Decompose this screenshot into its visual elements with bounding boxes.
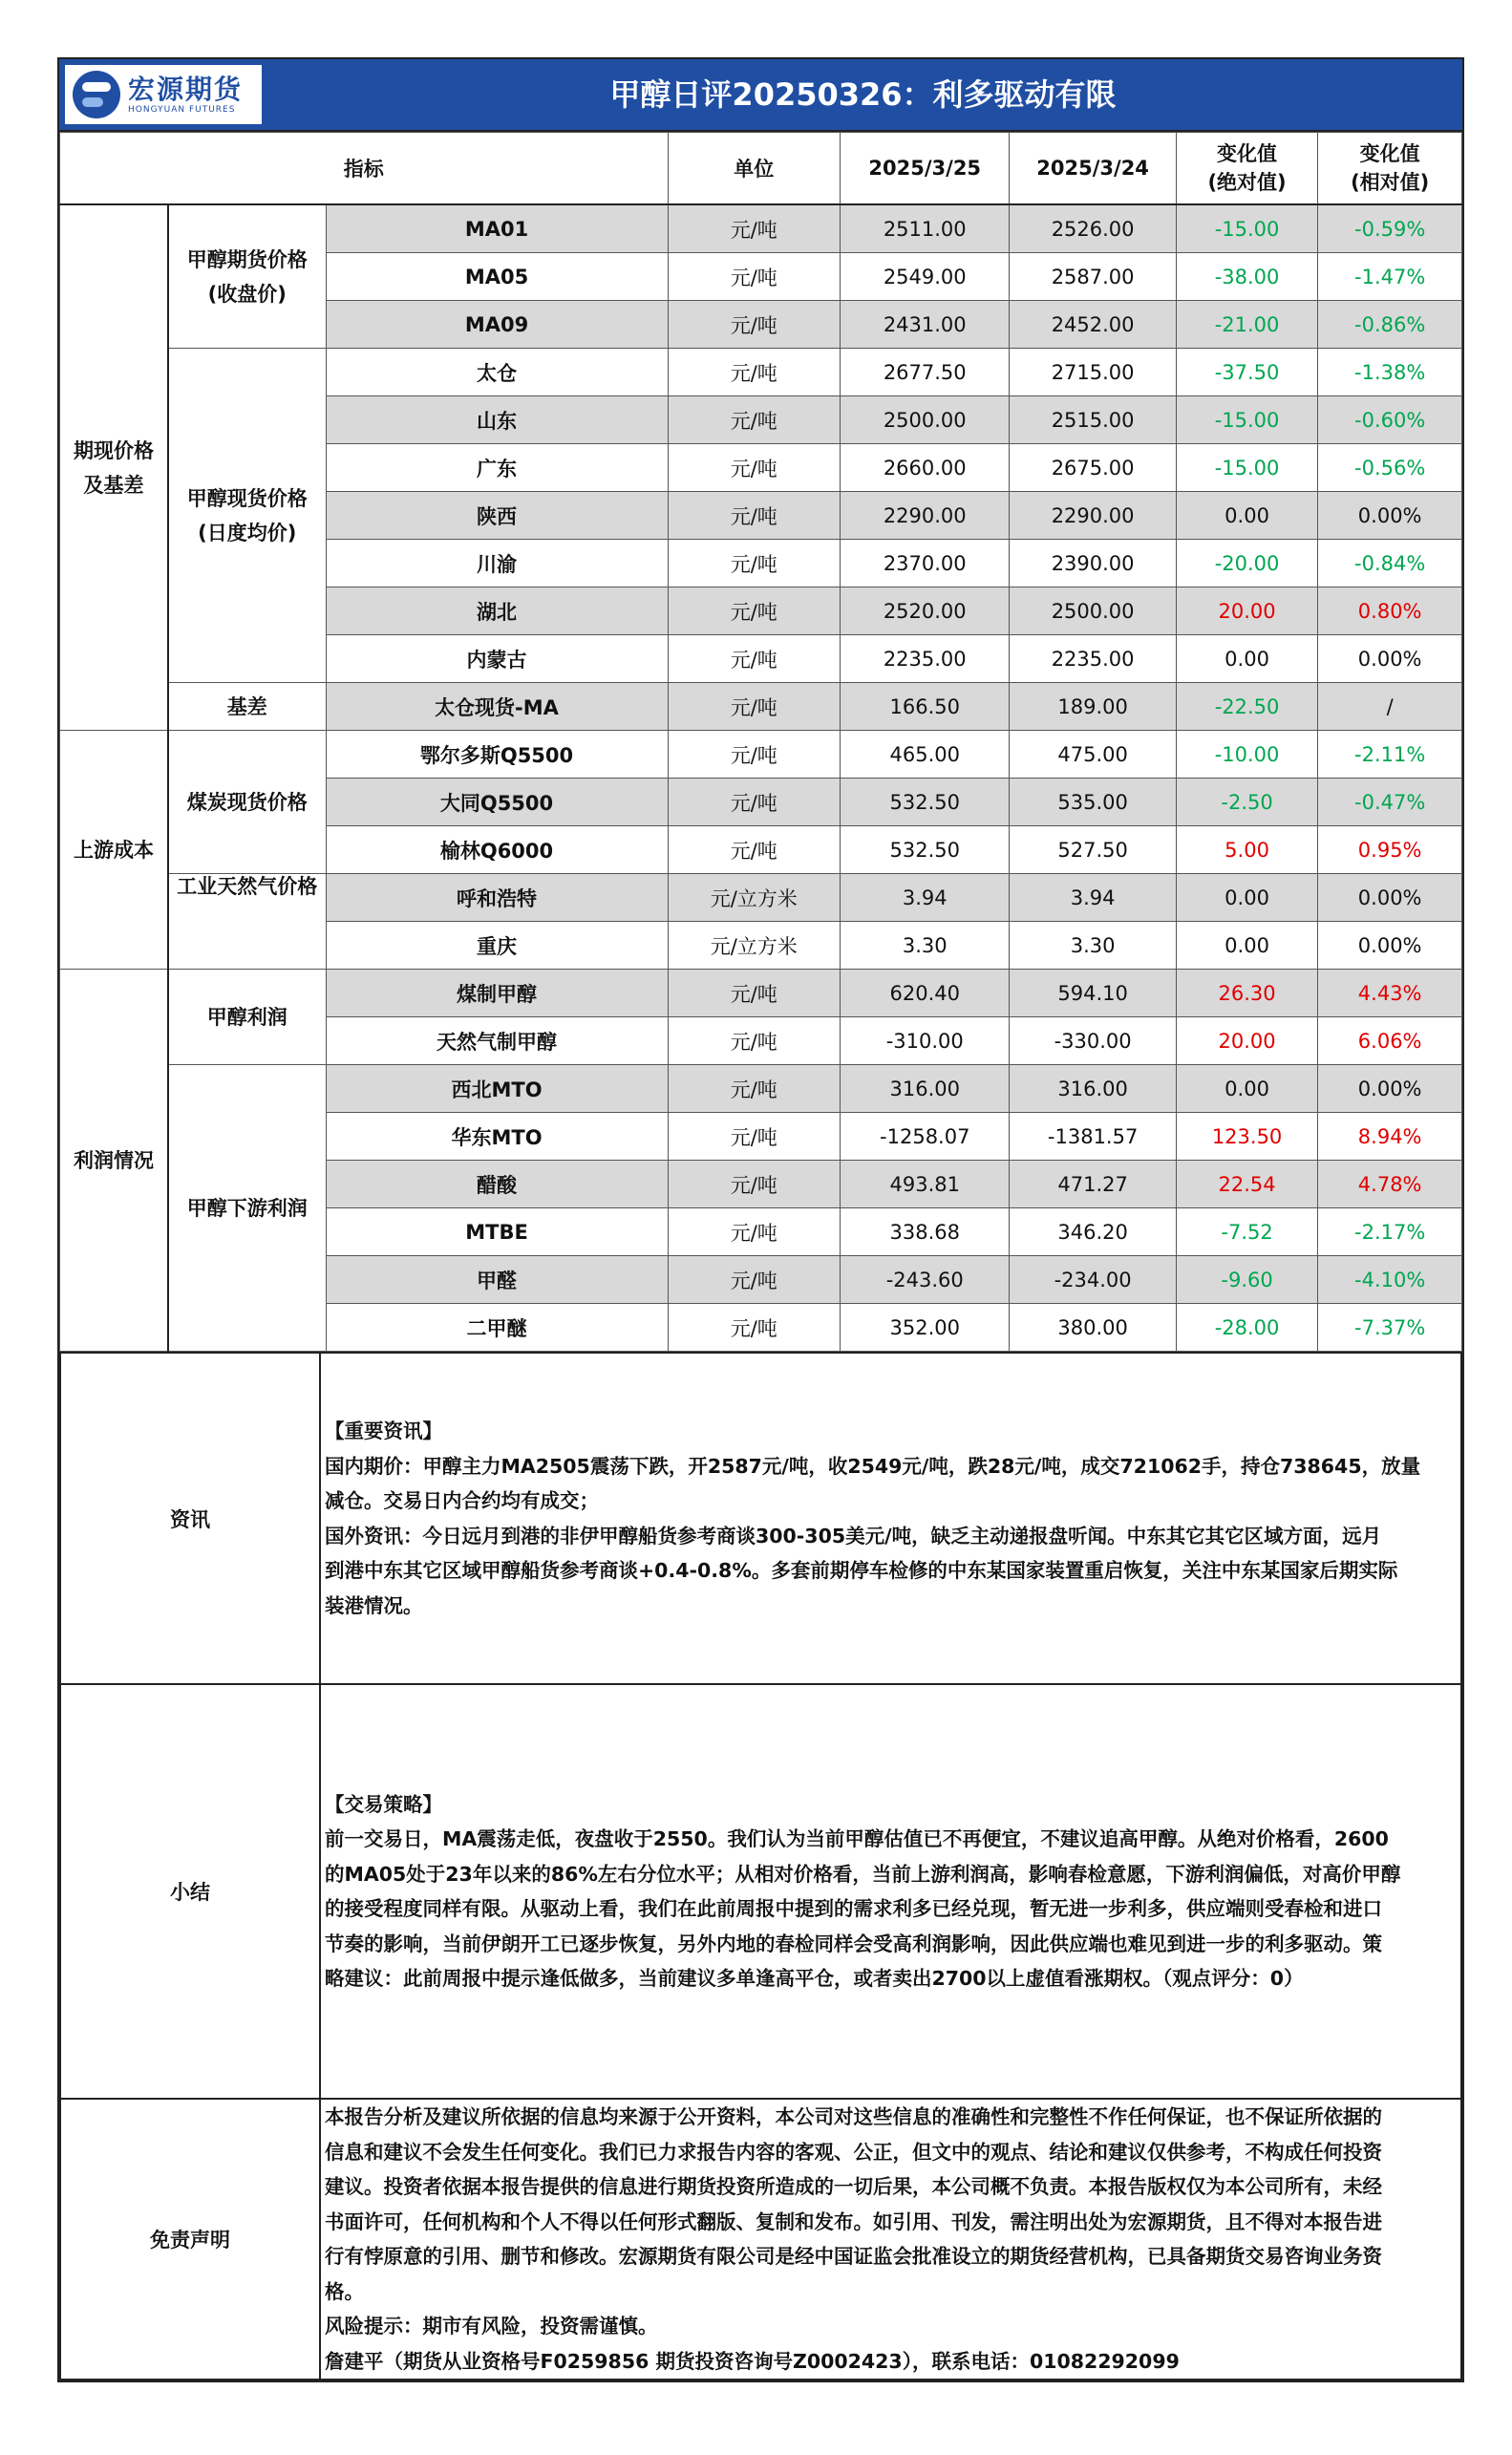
- subcategory-basis: 基差: [168, 683, 326, 731]
- summary-line: 的MA05处于23年以来的86%左右分位水平；从相对价格看，当前上游利润高，影响春检意愿，下游利润偏低，对高价甲醇: [325, 1862, 1401, 1886]
- header-change-abs: 变化值 (绝对值): [1176, 133, 1318, 205]
- subcategory-downstream: 甲醇下游利润: [168, 1065, 326, 1352]
- change-abs: 0.00: [1176, 492, 1318, 540]
- change-rel: 0.00%: [1318, 492, 1462, 540]
- change-abs: -37.50: [1176, 349, 1318, 396]
- disclaimer-line: 本报告分析及建议所依据的信息均来源于公开资料，本公司对这些信息的准确性和完整性不作任何保证，也不保证所依据的: [325, 2105, 1382, 2128]
- news-label: 资讯: [60, 1353, 320, 1684]
- unit-cell: 元/立方米: [668, 874, 841, 922]
- unit-cell: 元/吨: [668, 635, 841, 683]
- unit-cell: 元/吨: [668, 492, 841, 540]
- unit-cell: 元/吨: [668, 1065, 841, 1113]
- change-abs: -28.00: [1176, 1304, 1318, 1352]
- unit-cell: 元/吨: [668, 826, 841, 874]
- header-date2: 2025/3/24: [1010, 133, 1176, 205]
- value-date2: 594.10: [1010, 970, 1176, 1017]
- table-row: [60, 204, 1462, 253]
- change-rel: -7.37%: [1318, 1304, 1462, 1352]
- change-rel: 8.94%: [1318, 1113, 1462, 1161]
- header-date1: 2025/3/25: [841, 133, 1010, 205]
- value-date2: 2526.00: [1010, 204, 1176, 253]
- value-date2: 2587.00: [1010, 253, 1176, 301]
- change-rel: 0.00%: [1318, 1065, 1462, 1113]
- value-date1: 620.40: [841, 970, 1010, 1017]
- value-date2: -234.00: [1010, 1256, 1176, 1304]
- unit-cell: 元/立方米: [668, 922, 841, 970]
- news-heading: 【重要资讯】: [325, 1420, 442, 1442]
- change-abs: 0.00: [1176, 874, 1318, 922]
- change-rel: -0.56%: [1318, 444, 1462, 492]
- change-rel: -1.47%: [1318, 253, 1462, 301]
- value-date1: 2370.00: [841, 540, 1010, 587]
- report-title: 甲醇日评20250326：利多驱动有限: [609, 76, 1117, 113]
- unit-cell: 元/吨: [668, 349, 841, 396]
- unit-cell: 元/吨: [668, 1113, 841, 1161]
- value-date1: 2235.00: [841, 635, 1010, 683]
- header-unit: 单位: [668, 133, 841, 205]
- indicator-name: 太仓: [326, 349, 668, 396]
- indicator-name: 湖北: [326, 587, 668, 635]
- change-abs: -9.60: [1176, 1256, 1318, 1304]
- disclaimer-label: 免责声明: [60, 2099, 320, 2380]
- change-rel: 0.00%: [1318, 635, 1462, 683]
- subcategory-gas: 工业天然气价格: [168, 874, 326, 970]
- indicator-name: MTBE: [326, 1208, 668, 1256]
- value-date1: 3.30: [841, 922, 1010, 970]
- value-date2: 3.30: [1010, 922, 1176, 970]
- value-date1: 2511.00: [841, 204, 1010, 253]
- change-rel: /: [1318, 683, 1462, 731]
- category-label: 利润情况: [60, 970, 168, 1352]
- value-date1: 532.50: [841, 779, 1010, 826]
- disclaimer-line: 风险提示：期市有风险，投资需谨慎。: [325, 2315, 658, 2338]
- value-date1: 338.68: [841, 1208, 1010, 1256]
- change-rel: -1.38%: [1318, 349, 1462, 396]
- indicator-name: 醋酸: [326, 1161, 668, 1208]
- change-abs: 20.00: [1176, 1017, 1318, 1065]
- summary-line: 的接受程度同样有限。从驱动上看，我们在此前周报中提到的需求利多已经兑现，暂无进一步利多，供应端则受春检和进口: [325, 1897, 1382, 1920]
- summary-row: [60, 1684, 1461, 2099]
- value-date1: -243.60: [841, 1256, 1010, 1304]
- indicator-name: 榆林Q6000: [326, 826, 668, 874]
- logo-name: 宏源期货: [128, 74, 244, 105]
- change-rel: 0.00%: [1318, 874, 1462, 922]
- value-date1: 2520.00: [841, 587, 1010, 635]
- value-date1: 316.00: [841, 1065, 1010, 1113]
- value-date2: 527.50: [1010, 826, 1176, 874]
- indicator-name: 甲醛: [326, 1256, 668, 1304]
- news-content: [320, 1353, 1461, 1684]
- table-row: [60, 349, 1462, 396]
- subcategory-futures: 甲醇期货价格 (收盘价): [168, 204, 326, 349]
- change-abs: -21.00: [1176, 301, 1318, 349]
- indicator-name: 内蒙古: [326, 635, 668, 683]
- company-logo: [65, 65, 262, 124]
- indicator-name: 天然气制甲醇: [326, 1017, 668, 1065]
- change-abs: 22.54: [1176, 1161, 1318, 1208]
- unit-cell: 元/吨: [668, 970, 841, 1017]
- subcategory-coal: 煤炭现货价格: [168, 731, 326, 874]
- indicator-name: 煤制甲醇: [326, 970, 668, 1017]
- unit-cell: 元/吨: [668, 540, 841, 587]
- summary-line: 略建议：此前周报中提示逢低做多，当前建议多单逢高平仓，或者卖出2700以上虚值看涨期权。（观点评分：0）: [325, 1967, 1304, 1990]
- change-abs: 123.50: [1176, 1113, 1318, 1161]
- indicator-name: 广东: [326, 444, 668, 492]
- summary-line: 节奏的影响，当前伊朗开工已逐步恢复，另外内地的春检同样会受高利润影响，因此供应端也难见到进一步的利多驱动。策: [325, 1932, 1382, 1955]
- report-sheet: [57, 57, 1464, 2382]
- unit-cell: 元/吨: [668, 1017, 841, 1065]
- title-bar: [59, 59, 1462, 132]
- value-date2: 2235.00: [1010, 635, 1176, 683]
- change-abs: -15.00: [1176, 444, 1318, 492]
- change-abs: 5.00: [1176, 826, 1318, 874]
- value-date1: 493.81: [841, 1161, 1010, 1208]
- value-date1: 2500.00: [841, 396, 1010, 444]
- value-date1: -1258.07: [841, 1113, 1010, 1161]
- value-date2: 2715.00: [1010, 349, 1176, 396]
- unit-cell: 元/吨: [668, 396, 841, 444]
- change-abs: -15.00: [1176, 204, 1318, 253]
- change-abs: -22.50: [1176, 683, 1318, 731]
- change-rel: -0.60%: [1318, 396, 1462, 444]
- value-date2: -1381.57: [1010, 1113, 1176, 1161]
- value-date2: 2500.00: [1010, 587, 1176, 635]
- summary-content: [320, 1684, 1461, 2099]
- change-rel: -2.11%: [1318, 731, 1462, 779]
- change-abs: -15.00: [1176, 396, 1318, 444]
- value-date1: 2290.00: [841, 492, 1010, 540]
- category-label: 上游成本: [60, 731, 168, 970]
- change-rel: 4.78%: [1318, 1161, 1462, 1208]
- change-rel: 4.43%: [1318, 970, 1462, 1017]
- change-rel: -4.10%: [1318, 1256, 1462, 1304]
- table-row: [60, 1065, 1462, 1113]
- news-line: 装港情况。: [325, 1593, 423, 1617]
- value-date1: 2660.00: [841, 444, 1010, 492]
- value-date2: 316.00: [1010, 1065, 1176, 1113]
- table-header-row: [60, 133, 1462, 205]
- table-row: [60, 970, 1462, 1017]
- unit-cell: 元/吨: [668, 444, 841, 492]
- news-line: 国内期价：甲醇主力MA2505震荡下跌，开2587元/吨，收2549元/吨，跌28元/吨，成交721062手，持仓738645，放量: [325, 1454, 1421, 1478]
- disclaimer-line: 建议。投资者依据本报告提供的信息进行期货投资所造成的一切后果，本公司概不负责。本报告版权仅为本公司所有，未经: [325, 2175, 1382, 2198]
- change-abs: 0.00: [1176, 922, 1318, 970]
- unit-cell: 元/吨: [668, 683, 841, 731]
- change-abs: -2.50: [1176, 779, 1318, 826]
- value-date1: 532.50: [841, 826, 1010, 874]
- news-line: 减仓。交易日内合约均有成交；: [325, 1489, 599, 1512]
- unit-cell: 元/吨: [668, 587, 841, 635]
- summary-label: 小结: [60, 1684, 320, 2099]
- value-date1: -310.00: [841, 1017, 1010, 1065]
- change-rel: -0.86%: [1318, 301, 1462, 349]
- indicator-name: 陕西: [326, 492, 668, 540]
- indicator-name: 呼和浩特: [326, 874, 668, 922]
- value-date2: 2515.00: [1010, 396, 1176, 444]
- disclaimer-line: 书面许可，任何机构和个人不得以任何形式翻版、复制和发布。如引用、刊发，需注明出处为宏源期货，且不得对本报告进: [325, 2210, 1382, 2233]
- disclaimer-line: 詹建平（期货从业资格号F0259856 期货投资咨询号Z0002423），联系电话：01082292099: [325, 2349, 1180, 2373]
- indicator-name: MA05: [326, 253, 668, 301]
- value-date1: 3.94: [841, 874, 1010, 922]
- subcategory-spot: 甲醇现货价格 (日度均价): [168, 349, 326, 683]
- indicator-name: 川渝: [326, 540, 668, 587]
- indicator-name: 西北MTO: [326, 1065, 668, 1113]
- value-date2: 346.20: [1010, 1208, 1176, 1256]
- change-rel: 6.06%: [1318, 1017, 1462, 1065]
- logo-icon: [73, 71, 120, 118]
- value-date1: 166.50: [841, 683, 1010, 731]
- unit-cell: 元/吨: [668, 1304, 841, 1352]
- change-rel: -0.84%: [1318, 540, 1462, 587]
- change-rel: 0.00%: [1318, 922, 1462, 970]
- unit-cell: 元/吨: [668, 204, 841, 253]
- change-rel: -0.59%: [1318, 204, 1462, 253]
- value-date1: 2431.00: [841, 301, 1010, 349]
- change-abs: 0.00: [1176, 1065, 1318, 1113]
- table-row: [60, 683, 1462, 731]
- value-date2: 2390.00: [1010, 540, 1176, 587]
- header-indicator: 指标: [60, 133, 669, 205]
- subcategory-profit: 甲醇利润: [168, 970, 326, 1065]
- indicator-name: MA09: [326, 301, 668, 349]
- unit-cell: 元/吨: [668, 1208, 841, 1256]
- change-rel: -2.17%: [1318, 1208, 1462, 1256]
- value-date2: 2452.00: [1010, 301, 1176, 349]
- unit-cell: 元/吨: [668, 253, 841, 301]
- value-date2: 189.00: [1010, 683, 1176, 731]
- summary-line: 前一交易日，MA震荡走低，夜盘收于2550。我们认为当前甲醇估值已不再便宜，不建议追高甲醇。从绝对价格看，2600: [325, 1827, 1389, 1850]
- news-line: 到港中东其它区域甲醇船货参考商谈+0.4-0.8%。多套前期停车检修的中东某国家装置重启恢复，关注中东某国家后期实际: [325, 1559, 1398, 1582]
- price-table: [59, 132, 1462, 1352]
- indicator-name: MA01: [326, 204, 668, 253]
- value-date1: 2549.00: [841, 253, 1010, 301]
- unit-cell: 元/吨: [668, 301, 841, 349]
- value-date2: 3.94: [1010, 874, 1176, 922]
- change-abs: 0.00: [1176, 635, 1318, 683]
- change-abs: -20.00: [1176, 540, 1318, 587]
- value-date2: 2290.00: [1010, 492, 1176, 540]
- change-abs: -38.00: [1176, 253, 1318, 301]
- disclaimer-line: 格。: [325, 2279, 364, 2303]
- unit-cell: 元/吨: [668, 779, 841, 826]
- disclaimer-line: 行有悖原意的引用、删节和修改。宏源期货有限公司是经中国证监会批准设立的期货经营机构，已具备期货交易咨询业务资: [325, 2245, 1382, 2268]
- logo-english: HONGYUAN FUTURES: [128, 105, 236, 115]
- value-date1: 352.00: [841, 1304, 1010, 1352]
- change-rel: -0.47%: [1318, 779, 1462, 826]
- value-date2: 2675.00: [1010, 444, 1176, 492]
- indicator-name: 鄂尔多斯Q5500: [326, 731, 668, 779]
- news-row: [60, 1353, 1461, 1684]
- change-abs: 26.30: [1176, 970, 1318, 1017]
- unit-cell: 元/吨: [668, 1161, 841, 1208]
- disclaimer-line: 信息和建议不会发生任何变化。我们已力求报告内容的客观、公正，但文中的观点、结论和建议仅供参考，不构成任何投资: [325, 2140, 1382, 2164]
- header-change-rel: 变化值 (相对值): [1318, 133, 1462, 205]
- value-date2: 471.27: [1010, 1161, 1176, 1208]
- table-row: [60, 731, 1462, 779]
- news-line: 国外资讯：今日远月到港的非伊甲醇船货参考商谈300-305美元/吨，缺乏主动递报盘听闻。中东其它其它区域方面，远月: [325, 1524, 1382, 1548]
- change-abs: -10.00: [1176, 731, 1318, 779]
- value-date1: 465.00: [841, 731, 1010, 779]
- disclaimer-content: [320, 2099, 1461, 2380]
- summary-heading: 【交易策略】: [325, 1792, 442, 1816]
- notes-table: [59, 1352, 1462, 2380]
- indicator-name: 山东: [326, 396, 668, 444]
- unit-cell: 元/吨: [668, 1256, 841, 1304]
- change-rel: 0.80%: [1318, 587, 1462, 635]
- indicator-name: 太仓现货-MA: [326, 683, 668, 731]
- table-row: [60, 874, 1462, 922]
- unit-cell: 元/吨: [668, 731, 841, 779]
- value-date2: 535.00: [1010, 779, 1176, 826]
- value-date2: -330.00: [1010, 1017, 1176, 1065]
- indicator-name: 大同Q5500: [326, 779, 668, 826]
- value-date2: 380.00: [1010, 1304, 1176, 1352]
- disclaimer-row: [60, 2099, 1461, 2380]
- value-date2: 475.00: [1010, 731, 1176, 779]
- category-label: 期现价格 及基差: [60, 204, 168, 731]
- indicator-name: 重庆: [326, 922, 668, 970]
- value-date1: 2677.50: [841, 349, 1010, 396]
- change-abs: -7.52: [1176, 1208, 1318, 1256]
- change-abs: 20.00: [1176, 587, 1318, 635]
- indicator-name: 二甲醚: [326, 1304, 668, 1352]
- change-rel: 0.95%: [1318, 826, 1462, 874]
- indicator-name: 华东MTO: [326, 1113, 668, 1161]
